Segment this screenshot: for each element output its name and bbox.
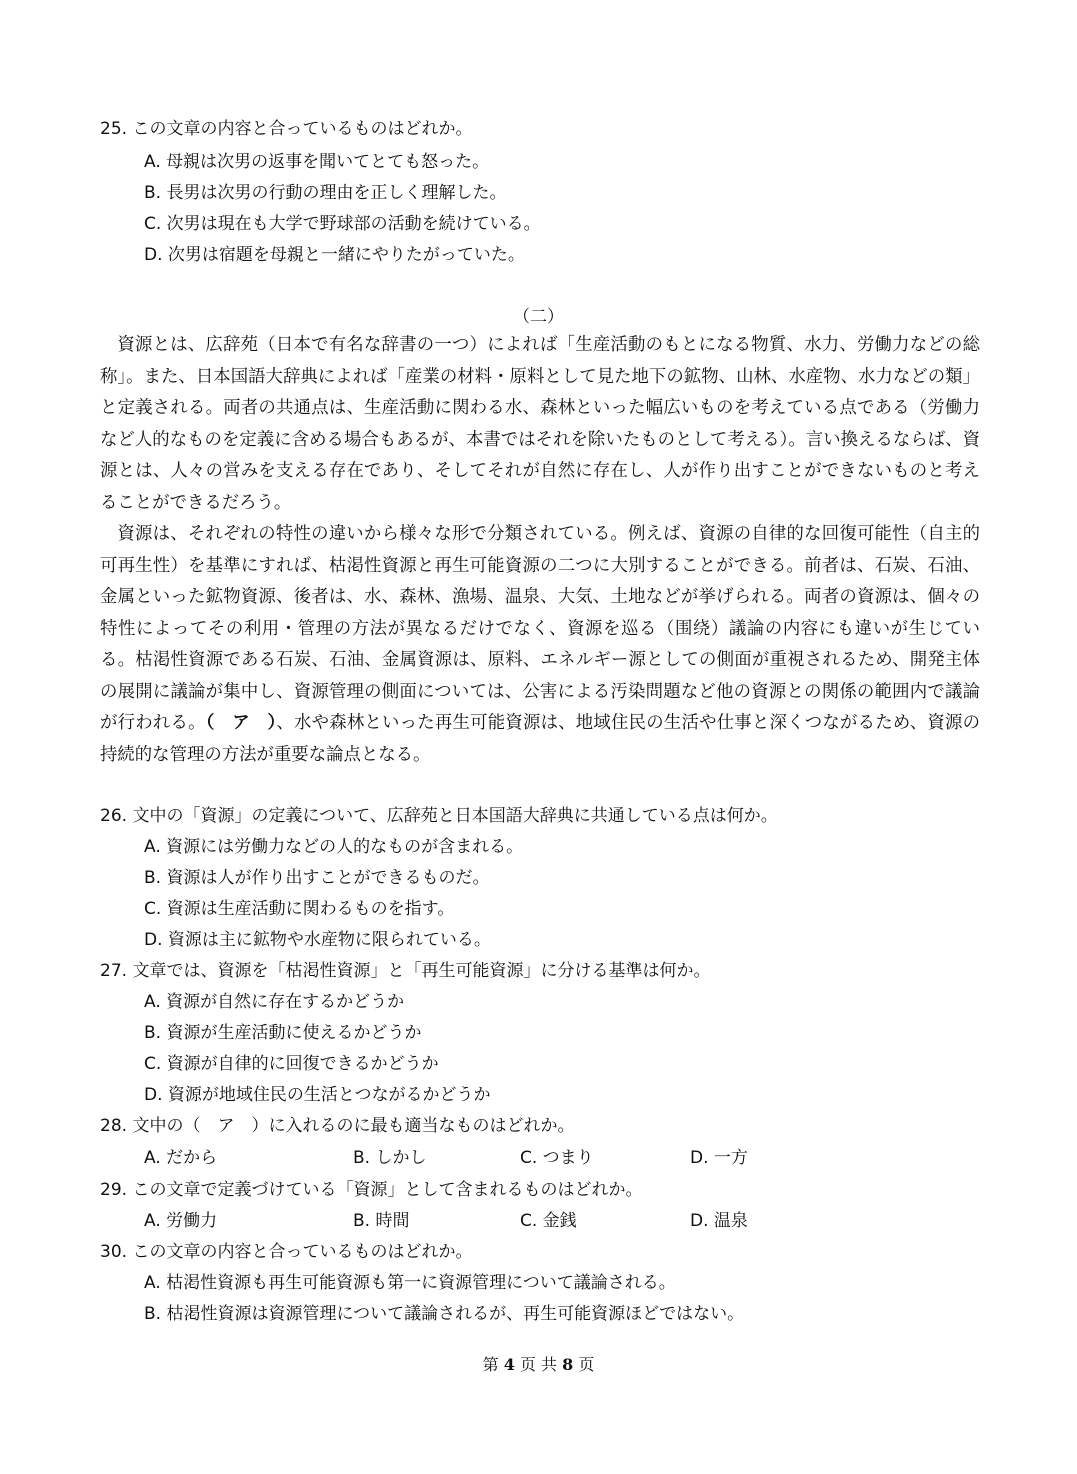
question-28-stem: 28. 文中の（ ア ）に入れるのに最も適当なものはどれか。: [100, 1116, 575, 1136]
question-26-option-d: D. 資源は主に鉱物や水産物に限られている。: [144, 930, 491, 950]
question-26-option-b: B. 資源は人が作り出すことができるものだ。: [144, 868, 490, 888]
question-26-option-c: C. 資源は生産活動に関わるものを指す。: [144, 899, 455, 919]
question-27-option-a: A. 資源が自然に存在するかどうか: [144, 992, 405, 1012]
passage-paragraph-2: [100, 519, 980, 771]
question-27-option-b: B. 資源が生産活動に使えるかどうか: [144, 1023, 422, 1043]
question-27-option-d: D. 資源が地域住民の生活とつながるかどうか: [144, 1085, 491, 1105]
footer-suffix: 页: [578, 1355, 595, 1374]
question-29-option-d: D. 温泉: [690, 1211, 748, 1231]
passage-blank-a: （ ア ）: [205, 713, 277, 733]
question-29-stem: 29. この文章で定義づけている「資源」として含まれるものはどれか。: [100, 1180, 643, 1200]
question-30-option-b: B. 枯渇性資源は資源管理について議論されるが、再生可能資源ほどではない。: [144, 1304, 745, 1324]
section-heading: （二）: [513, 307, 564, 327]
reading-passage: [100, 330, 980, 771]
question-25-option-c: C. 次男は現在も大学で野球部の活動を続けている。: [144, 214, 541, 234]
question-28-option-b: B. しかし: [353, 1148, 427, 1168]
question-30-stem: 30. この文章の内容と合っているものはどれか。: [100, 1242, 473, 1262]
question-28-option-c: C. つまり: [520, 1148, 594, 1168]
question-29-option-a: A. 労働力: [144, 1211, 218, 1231]
question-25-option-d: D. 次男は宿題を母親と一緒にやりたがっていた。: [144, 245, 525, 265]
question-27-option-c: C. 資源が自律的に回復できるかどうか: [144, 1054, 439, 1074]
question-25-stem: 25. この文章の内容と合っているものはどれか。: [100, 119, 473, 139]
question-29-option-c: C. 金銭: [520, 1211, 577, 1231]
footer-prefix: 第: [482, 1355, 499, 1374]
question-26-option-a: A. 資源には労働力などの人的なものが含まれる。: [144, 837, 524, 857]
question-26-stem: 26. 文中の「資源」の定義について、広辞苑と日本国語大辞典に共通している点は何か。: [100, 806, 778, 826]
question-25-option-a: A. 母親は次男の返事を聞いてとても怒った。: [144, 152, 490, 172]
footer-page-number: 4: [503, 1355, 515, 1374]
passage-paragraph-1: 資源とは、広辞苑（日本で有名な辞書の一つ）によれば「生産活動のもとになる物質、水力、労働力などの総称」。また、日本国語大辞典によれば「産業の材料・原料として見た地下の鉱物、山林、水産物、水力などの類」と定義される。両者の共通点は、生産活動に関わる水、森林といった幅広いものを考えている点である（労働力など人的なものを定義に含める場合もあるが、本書ではそれを除いたものとして考える）。言い換えるならば、資源とは、人々の営みを支える存在であり、そしてそれが自然に存在し、人が作り出すことができないものと考えることができるだろう。: [100, 335, 980, 513]
question-27-stem: 27. 文章では、資源を「枯渇性資源」と「再生可能資源」に分ける基準は何か。: [100, 961, 711, 981]
passage-paragraph-2-part-1: 資源は、それぞれの特性の違いから様々な形で分類されている。例えば、資源の自律的な回復可能性（自主的可再生性）を基準にすれば、枯渇性資源と再生可能資源の二つに大別することができる。前者は、石炭、石油、金属といった鉱物資源、後者は、水、森林、漁場、温泉、大気、土地などが挙げられる。両者の資源は、個々の特性によってその利用・管理の方法が異なるだけでなく、資源を巡る（围绕）議論の内容にも違いが生じている。枯渇性資源である石炭、石油、金属資源は、原料、エネルギー源としての側面が重視されるため、開発主体の展開に議論が集中し、資源管理の側面については、公害による汚染問題など他の資源との関係の範囲内で議論が行われる。: [100, 524, 980, 733]
footer-total-pages: 8: [562, 1355, 574, 1374]
question-28-option-d: D. 一方: [690, 1148, 748, 1168]
question-28-option-a: A. だから: [144, 1148, 218, 1168]
question-25-option-b: B. 長男は次男の行動の理由を正しく理解した。: [144, 183, 507, 203]
question-30-option-a: A. 枯渇性資源も再生可能資源も第一に資源管理について議論される。: [144, 1273, 676, 1293]
footer-middle: 页 共: [519, 1355, 558, 1374]
passage-paragraph-2-part-2: 、水や森林といった再生可能資源は、地域住民の生活や仕事と深くつながるため、資源の持続的な管理の方法が重要な論点となる。: [100, 713, 980, 765]
question-29-option-b: B. 時間: [353, 1211, 410, 1231]
page-footer: [0, 1355, 1077, 1375]
